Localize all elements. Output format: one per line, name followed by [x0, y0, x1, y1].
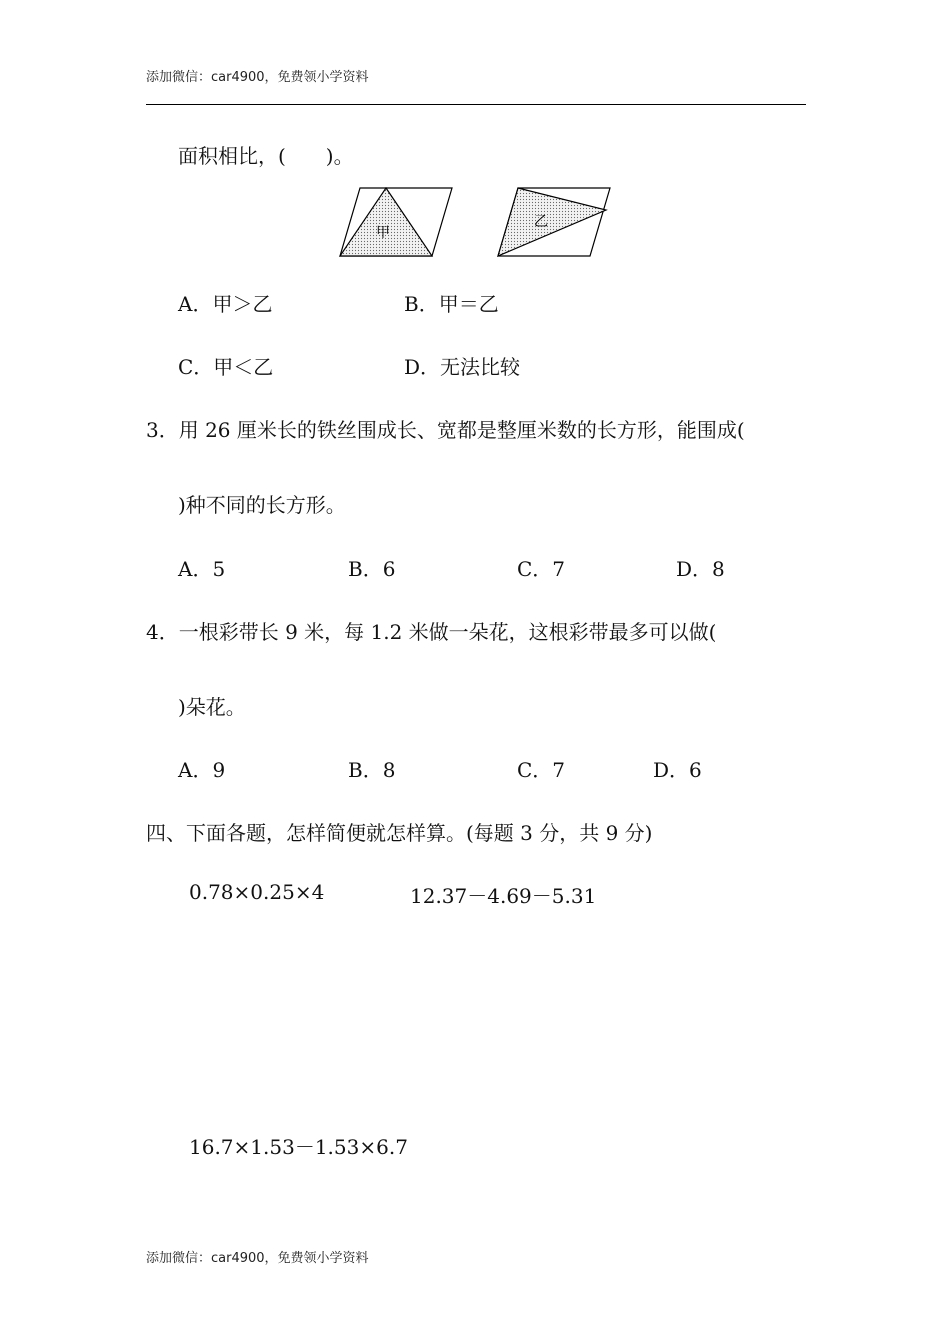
q4-line2: )朵花。 [178, 695, 246, 719]
q3-option-d: D．8 [676, 557, 725, 581]
page-footer: 添加微信：car4900，免费领小学资料 [146, 1251, 369, 1266]
q4-option-c: C．7 [517, 758, 566, 782]
q4-option-b: B．8 [348, 758, 396, 782]
q2-option-c: C．甲＜乙 [178, 355, 274, 379]
q2-option-d: D．无法比较 [404, 355, 521, 379]
q4-line1: 4．一根彩带长 9 米，每 1.2 米做一朵花，这根彩带最多可以做( [146, 620, 717, 644]
q4-option-d: D．6 [653, 758, 702, 782]
label-yi: 乙 [534, 214, 548, 230]
page-header: 添加微信：car4900，免费领小学资料 [146, 70, 369, 85]
q3-line1: 3．用 26 厘米长的铁丝围成长、宽都是整厘米数的长方形，能围成( [146, 418, 745, 442]
q3-option-c: C．7 [517, 557, 566, 581]
calc-expression-3: 16.7×1.53－1.53×6.7 [189, 1135, 408, 1159]
q3-line2: )种不同的长方形。 [178, 493, 346, 517]
q3-option-b: B．6 [348, 557, 396, 581]
label-jia: 甲 [376, 225, 390, 241]
q2-option-b: B．甲＝乙 [404, 292, 499, 316]
q2-option-a: A．甲＞乙 [178, 292, 273, 316]
q2-stem-tail: 面积相比，( )。 [178, 144, 354, 168]
header-rule [146, 104, 806, 105]
section4-title: 四、下面各题，怎样简便就怎样算。(每题 3 分，共 9 分) [146, 821, 653, 845]
triangle-yi [498, 188, 606, 256]
calc-expression-1: 0.78×0.25×4 [189, 880, 325, 904]
q2-figure [330, 180, 620, 266]
q3-option-a: A．5 [178, 557, 226, 581]
q4-option-a: A．9 [178, 758, 226, 782]
triangle-jia [340, 188, 432, 256]
calc-expression-2: 12.37－4.69－5.31 [410, 884, 597, 908]
